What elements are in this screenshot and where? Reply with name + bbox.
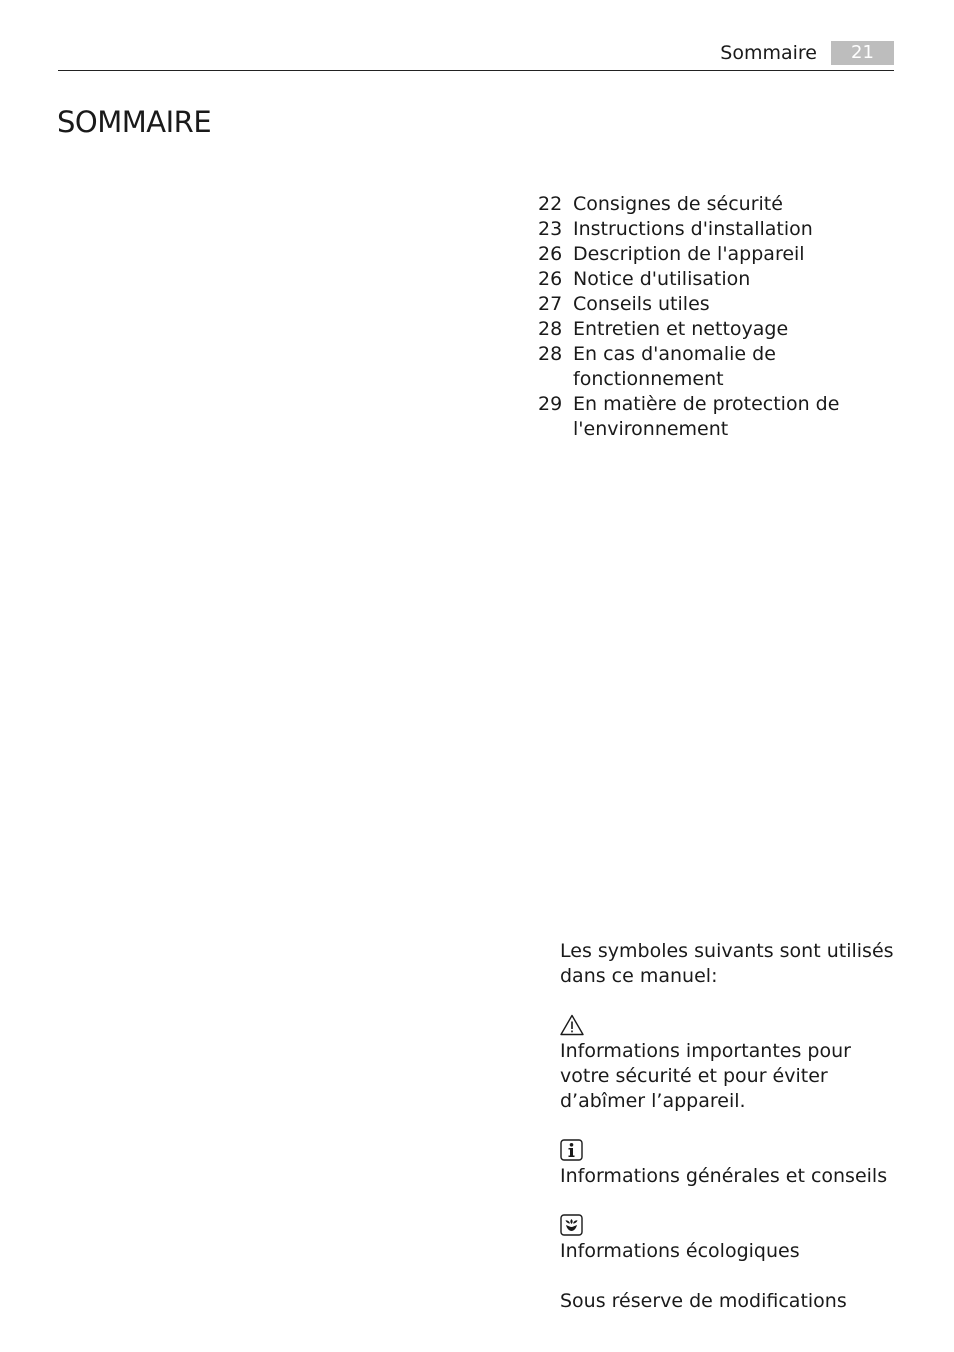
warning-triangle-icon xyxy=(560,1014,584,1036)
toc-title: En matière de protection de l'environnement xyxy=(573,393,840,440)
toc-entry xyxy=(538,292,898,317)
toc-entry xyxy=(538,317,898,342)
legend-eco-text: Informations écologiques xyxy=(560,1240,800,1262)
symbol-legend xyxy=(560,939,900,1314)
toc-page-number: 28 xyxy=(538,343,563,365)
legend-info-text: Informations générales et conseils xyxy=(560,1165,888,1187)
toc-page-number: 29 xyxy=(538,393,563,415)
toc-entry xyxy=(538,217,898,242)
eco-flower-icon xyxy=(560,1214,584,1236)
toc-page-number: 23 xyxy=(538,218,563,240)
toc-title: Entretien et nettoyage xyxy=(573,318,789,340)
legend-warning xyxy=(560,1014,900,1114)
toc-title: Consignes de sécurité xyxy=(573,193,783,215)
legend-eco xyxy=(560,1214,900,1264)
header-section-label: Sommaire xyxy=(720,42,817,64)
toc-entry xyxy=(538,192,898,217)
page-number: 21 xyxy=(831,41,894,65)
table-of-contents xyxy=(538,192,898,442)
toc-entry xyxy=(538,242,898,267)
toc-title: Instructions d'installation xyxy=(573,218,813,240)
page-title: SOMMAIRE xyxy=(57,105,212,139)
reserve-note: Sous réserve de modifications xyxy=(560,1290,847,1312)
toc-page-number: 26 xyxy=(538,243,563,265)
legend-warning-text: Informations importantes pour votre sécurité et pour éviter d’abîmer l’appareil. xyxy=(560,1040,851,1112)
legend-intro: Les symboles suivants sont utilisés dans ce manuel: xyxy=(560,940,894,987)
info-icon xyxy=(560,1139,584,1161)
toc-title: Conseils utiles xyxy=(573,293,710,315)
toc-page-number: 28 xyxy=(538,318,563,340)
toc-title: Notice d'utilisation xyxy=(573,268,751,290)
toc-title: Description de l'appareil xyxy=(573,243,805,265)
toc-entry xyxy=(538,342,898,392)
legend-info xyxy=(560,1139,900,1189)
toc-entry xyxy=(538,267,898,292)
toc-page-number: 27 xyxy=(538,293,563,315)
toc-entry xyxy=(538,392,898,442)
toc-page-number: 22 xyxy=(538,193,563,215)
toc-page-number: 26 xyxy=(538,268,563,290)
header-rule xyxy=(58,70,894,71)
toc-title: En cas d'anomalie de fonctionnement xyxy=(573,343,776,390)
